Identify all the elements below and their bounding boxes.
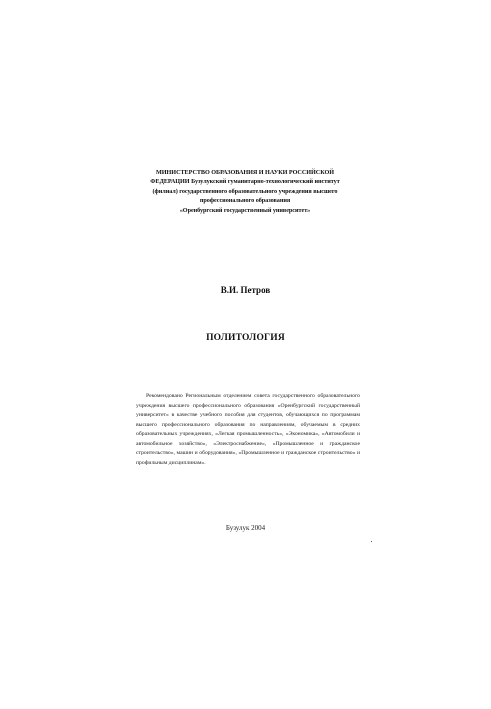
ministry-header bbox=[120, 168, 370, 215]
header-line-4: профессионального образования bbox=[199, 197, 291, 205]
header-line-3: (филиал) государственного образовательного учреждения высшего bbox=[152, 187, 338, 195]
city-year: Бузулук 2004 bbox=[225, 524, 266, 532]
recommendation-paragraph: Рекомендовано Региональным отделением совета государственного образовательного учреждения высшего профессионального образования «Оренбургский государственный университет» в качестве учебного пособия для студентов, обучающихся по программам высшего профессионального образования по направлениям, обучаемым в средних образовательных учреждениях, «Легкая промышленность», «Экономика», «Автомобили и автомобильное хозяйство», «Электроснабжение», «Промышленное и гражданское строительство», машин и оборудования», «Промышленное и гражданское строительство» и профильным дисциплинам». bbox=[136, 393, 360, 466]
scan-dot-mark bbox=[371, 541, 372, 542]
author-name: В.И. Петров bbox=[220, 285, 271, 295]
header-line-2: ФЕДЕРАЦИИ Бузулукский гуманитарно-технологический институт bbox=[150, 178, 340, 186]
document-title: ПОЛИТОЛОГИЯ bbox=[206, 333, 285, 343]
header-line-5: «Оренбургский государственный университет» bbox=[179, 206, 311, 214]
header-line-1: МИНИСТЕРСТВО ОБРАЗОВАНИЯ И НАУКИ РОССИЙСКОЙ bbox=[155, 169, 335, 176]
